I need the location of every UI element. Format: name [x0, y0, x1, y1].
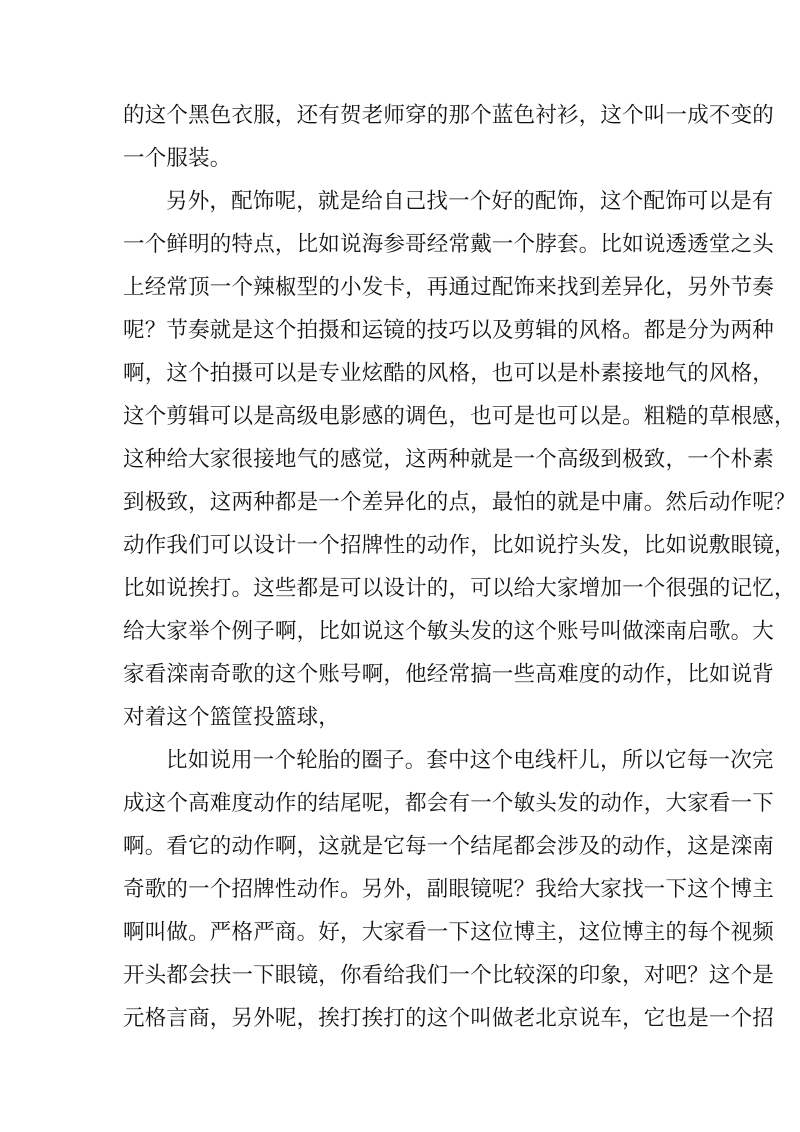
text-line-10: 到极致，这两种都是一个差异化的点，最怕的就是中庸。然后动作呢？	[123, 490, 796, 515]
text-line-3: 另外，配饰呢，就是给自己找一个好的配饰，这个配饰可以是有	[166, 189, 774, 214]
text-line-13: 给大家举个例子啊，比如说这个敏头发的这个账号叫做滦南启歌。大	[123, 619, 775, 644]
text-line-22: 元格言商，另外呢，挨打挨打的这个叫做老北京说车，它也是一个招	[123, 1006, 775, 1031]
text-line-20: 啊叫做。严格严商。好，大家看一下这位博主，这位博主的每个视频	[123, 920, 775, 945]
text-line-9: 这种给大家很接地气的感觉，这两种就是一个高级到极致，一个朴素	[123, 447, 775, 472]
text-line-16: 比如说用一个轮胎的圈子。套中这个电线杆儿，所以它每一次完	[166, 748, 774, 773]
text-line-12: 比如说挨打。这些都是可以设计的，可以给大家增加一个很强的记忆，	[123, 576, 796, 601]
text-line-1: 的这个黑色衣服，还有贺老师穿的那个蓝色衬衫，这个叫一成不变的	[123, 103, 775, 128]
text-line-18: 啊。看它的动作啊，这就是它每一个结尾都会涉及的动作，这是滦南	[123, 834, 775, 859]
text-line-14: 家看滦南奇歌的这个账号啊，他经常搞一些高难度的动作，比如说背	[123, 662, 775, 687]
text-line-19: 奇歌的一个招牌性动作。另外，副眼镜呢？我给大家找一下这个博主	[123, 877, 775, 902]
text-line-7: 啊，这个拍摄可以是专业炫酷的风格，也可以是朴素接地气的风格，	[123, 361, 775, 386]
text-line-6: 呢？节奏就是这个拍摄和运镜的技巧以及剪辑的风格。都是分为两种	[123, 318, 775, 343]
text-line-21: 开头都会扶一下眼镜，你看给我们一个比较深的印象，对吧？这个是	[123, 963, 775, 988]
text-line-4: 一个鲜明的特点，比如说海参哥经常戴一个脖套。比如说透透堂之头	[123, 232, 775, 257]
text-line-8: 这个剪辑可以是高级电影感的调色，也可是也可以是。粗糙的草根感，	[123, 404, 796, 429]
text-line-17: 成这个高难度动作的结尾呢，都会有一个敏头发的动作，大家看一下	[123, 791, 775, 816]
text-line-2: 一个服装。	[123, 146, 232, 171]
text-line-11: 动作我们可以设计一个招牌性的动作，比如说拧头发，比如说敷眼镜，	[123, 533, 796, 558]
text-line-15: 对着这个篮筐投篮球，	[123, 705, 341, 730]
text-line-5: 上经常顶一个辣椒型的小发卡，再通过配饰来找到差异化，另外节奏	[123, 275, 775, 300]
